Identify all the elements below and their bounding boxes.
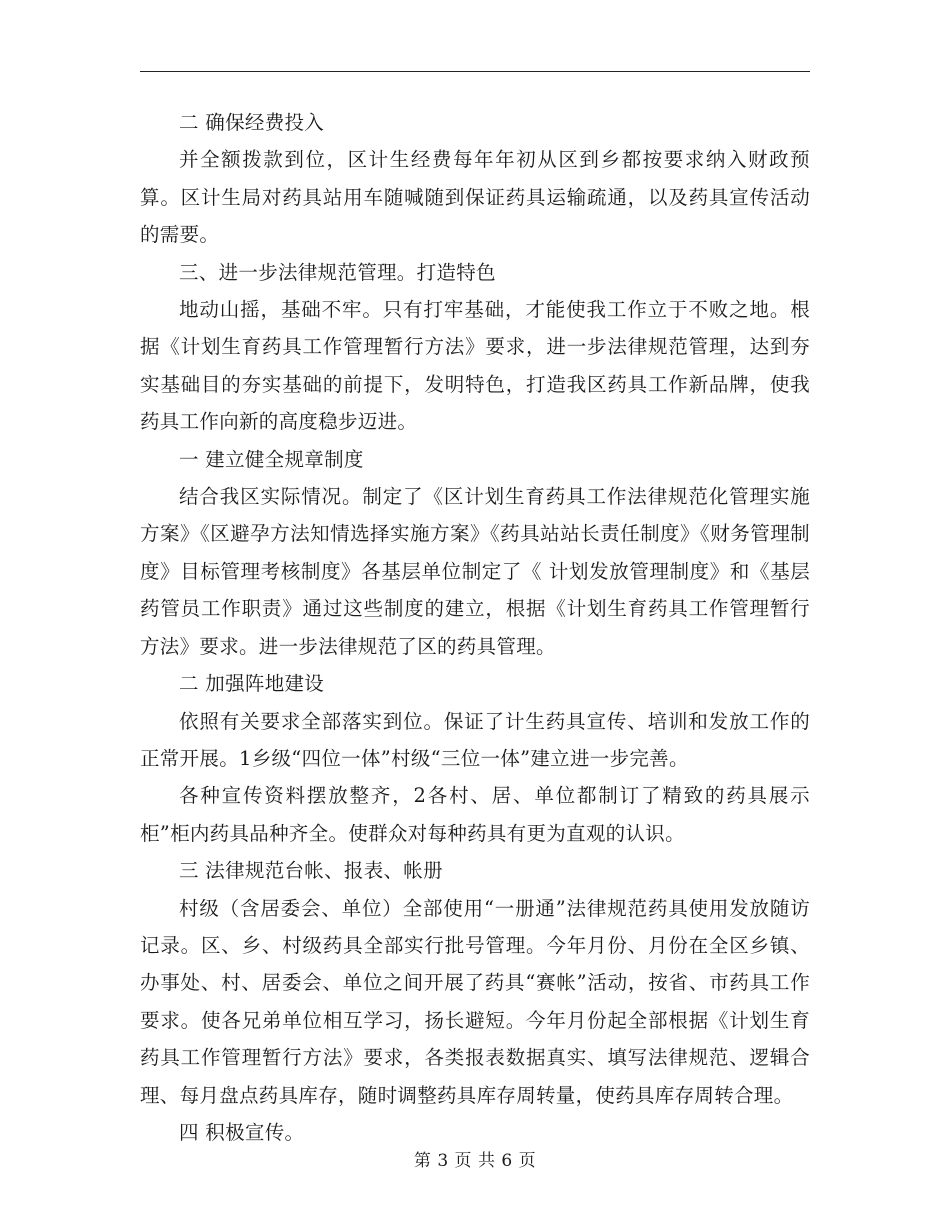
paragraph: 并全额拨款到位，区计生经费每年年初从区到乡都按要求纳入财政预算。区计生局对药具站用车随喊随到保证药具运输疏通，以及药具宣传活动的需要。 <box>140 148 810 247</box>
section-heading: 二 确保经费投入 <box>179 111 325 134</box>
section-heading: 二 加强阵地建设 <box>179 672 325 696</box>
section-heading: 三、进一步法律规范管理。打造特色 <box>179 260 496 284</box>
paragraph: 结合我区实际情况。制定了《区计划生育药具工作法律规范化管理实施方案》《区避孕方法知情选择实施方案》《药具站站长责任制度》《财务管理制度》目标管理考核制度》各基层单位制定了《 计划发放管理制度》和《基层药管员工作职责》通过这些制度的建立，根据《计划生育药具工作管理暂行方法》要求。进一步法律规范了区的药具管理。 <box>140 485 810 658</box>
header-rule <box>140 71 810 72</box>
section-heading: 三 法律规范台帐、报表、帐册 <box>179 859 443 883</box>
paragraph: 各种宣传资料摆放整齐，2各村、居、单位都制订了精致的药具展示柜”柜内药具品种齐全。使群众对每种药具有更为直观的认识。 <box>140 784 810 845</box>
paragraph: 村级（含居委会、单位）全部使用“一册通”法律规范药具使用发放随访记录。区、乡、村级药具全部实行批号管理。今年月份、月份在全区乡镇、办事处、村、居委会、单位之间开展了药具“赛帐”活动，按省、市药具工作要求。使各兄弟单位相互学习，扬长避短。今年月份起全部根据《计划生育药具工作管理暂行方法》要求，各类报表数据真实、填写法律规范、逻辑合理、每月盘点药具库存，随时调整药具库存周转量，使药具库存周转合理。 <box>140 896 810 1107</box>
paragraph: 依照有关要求全部落实到位。保证了计生药具宣传、培训和发放工作的正常开展。1乡级“四位一体”村级“三位一体”建立进一步完善。 <box>140 709 810 770</box>
section-heading: 一 建立健全规章制度 <box>179 447 364 471</box>
page-number-footer: 第 3 页 共 6 页 <box>413 1151 537 1171</box>
section-heading: 四 积极宣传。 <box>179 1120 305 1144</box>
paragraph: 地动山摇，基础不牢。只有打牢基础，才能使我工作立于不败之地。根据《计划生育药具工作管理暂行方法》要求，进一步法律规范管理，达到夯实基础目的夯实基础的前提下，发明特色，打造我区药具工作新品牌，使我药具工作向新的高度稳步迈进。 <box>140 298 810 434</box>
document-body <box>140 104 810 1151</box>
